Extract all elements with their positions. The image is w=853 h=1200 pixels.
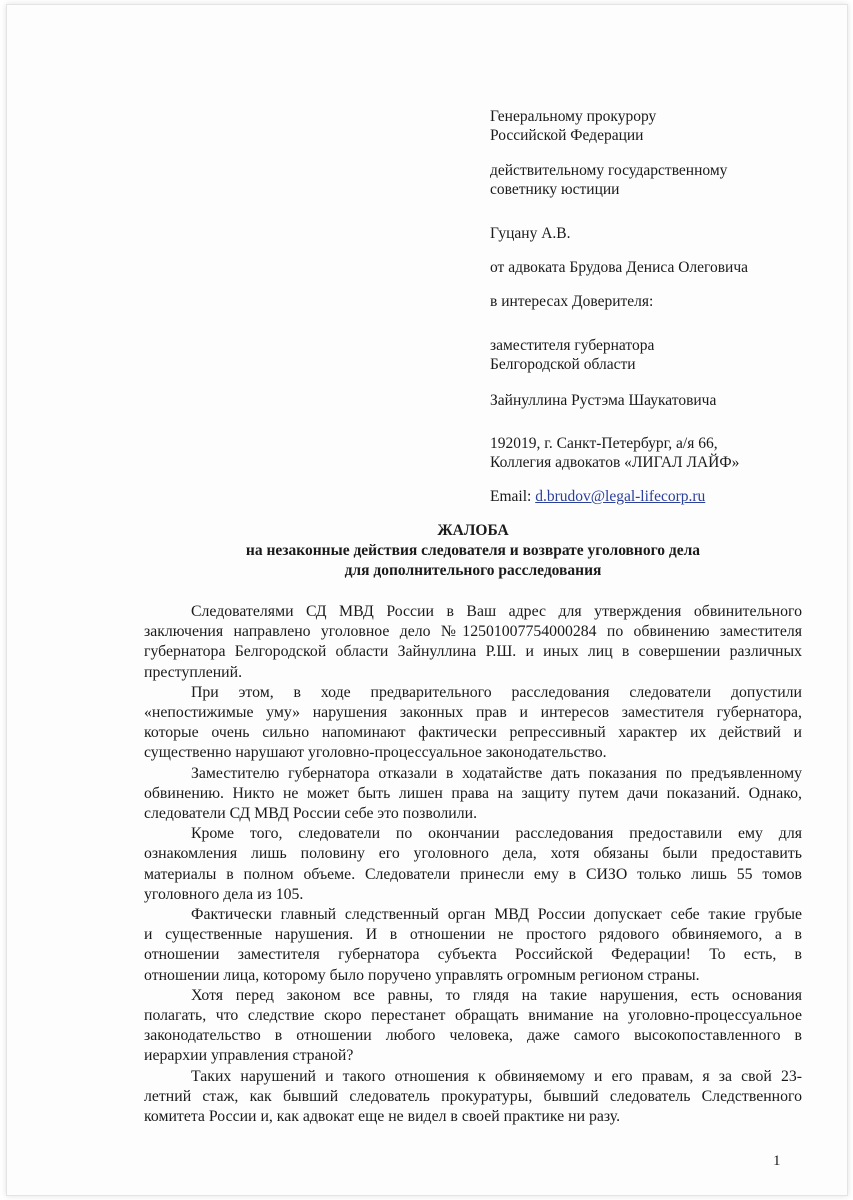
paragraph-line: преступлений.	[144, 663, 243, 681]
paragraph-line: При этом, в ходе предварительного расследования следователи допустили	[191, 683, 802, 701]
paragraph-line: иерархии управления страной?	[144, 1047, 354, 1065]
paragraph-line: материалы в полном объеме. Следователи принесли ему в СИЗО только лишь 55 томов	[144, 865, 802, 883]
paragraph-line: полагать, что следствие скоро перестанет обращать внимание на уголовно-процессуальное	[144, 1007, 802, 1025]
paragraph	[144, 1067, 802, 1128]
title-subtitle: для дополнительного расследования	[344, 562, 602, 579]
paragraph	[144, 905, 802, 986]
paragraph-line: Фактически главный следственный орган МВД России допускает себе такие грубые	[191, 906, 802, 924]
recipient-line: Российской Федерации	[490, 126, 644, 144]
paragraph-line: отношении лица, которому было поручено управлять огромным регионом страны.	[144, 966, 700, 984]
recipient-line: действительному государственному	[490, 162, 728, 179]
recipient-line: советнику юстиции	[490, 180, 620, 198]
paragraph-line: Следователями СД МВД России в Ваш адрес для утверждения обвинительного	[191, 603, 802, 620]
paragraph-line: отношении заместителя губернатора субъекта Российской Федерации! То есть, в	[144, 946, 802, 964]
paragraph	[144, 683, 802, 764]
sender-interest: в интересах Доверителя:	[490, 293, 654, 310]
paragraph-line: существенно нарушают уголовно-процессуальное законодательство.	[144, 744, 607, 762]
page-number: 1	[773, 1153, 781, 1169]
paragraph-line: заключения направлено уголовное дело №12501007754000284 по обвинению заместителя	[144, 623, 802, 641]
title-main: ЖАЛОБА	[437, 522, 509, 539]
paragraph-line: и существенные нарушения. И в отношении не простого рядового обвиняемого, а в	[144, 926, 802, 944]
paragraph-line: «непостижимые уму» нарушения законных прав и интересов заместителя губернатора,	[144, 704, 802, 722]
paragraph-line: Кроме того, следователи по окончании расследования предоставили ему для	[191, 825, 802, 843]
paragraph-line: ознакомления лишь половину его уголовного дела, хотя обязаны были предоставить	[144, 845, 802, 863]
document-page	[6, 4, 848, 1196]
paragraph-line: Хотя перед законом все равны, то глядя на такие нарушения, есть основания	[191, 986, 802, 1004]
paragraph	[144, 602, 802, 683]
paragraph-line: следователи СД МВД России себе это позволили.	[144, 805, 478, 823]
client-line: заместителя губернатора	[490, 337, 655, 354]
email-label: Email:	[490, 488, 532, 505]
sender-from: от адвоката Брудова Дениса Олеговича	[490, 259, 749, 276]
paragraph-line: комитета России и, как адвокат еще не видел в своей практике ни разу.	[144, 1108, 621, 1126]
title-subtitle: на незаконные действия следователя и возврате уголовного дела	[245, 542, 701, 559]
paragraph-line: Таких нарушений и такого отношения к обвиняемому и его правам, я за свой 23-	[191, 1067, 802, 1085]
document-title	[144, 521, 802, 581]
paragraph-line: летний стаж, как бывший следователь прокуратуры, бывший следователь Следственного	[144, 1087, 802, 1105]
recipient-name: Гуцану А.В.	[490, 225, 571, 242]
recipient-line: Генеральному прокурору	[490, 108, 657, 125]
client-name: Зайнуллина Рустэма Шаукатовича	[490, 392, 717, 409]
paragraph-line: законодательство в отношении любого человека, даже самого высокопоставленного в	[144, 1027, 802, 1045]
address-line: Коллегия адвокатов «ЛИГАЛ ЛАЙФ»	[490, 453, 740, 471]
client-position	[490, 337, 654, 374]
paragraph	[144, 824, 802, 905]
paragraph-line: обвинению. Никто не может быть лишен права на защиту путем дачи показаний. Однако,	[144, 784, 802, 802]
sender-email	[490, 488, 705, 507]
recipient-title	[490, 108, 656, 145]
recipient-rank	[490, 162, 727, 199]
paragraph-line: Заместителю губернатора отказали в ходатайстве дать показания по предъявленному	[191, 764, 802, 782]
paragraph-line: губернатора Белгородской области Зайнуллина Р.Ш. и иных лиц в совершении различных	[144, 643, 802, 661]
paragraph-line: которые очень сильно напоминают фактически репрессивный характер их действий и	[144, 724, 802, 742]
email-link[interactable]: d.brudov@legal-lifecorp.ru	[535, 488, 706, 505]
paragraph	[144, 986, 802, 1067]
sender-address	[490, 435, 739, 472]
document-body	[144, 602, 802, 1127]
address-line: 192019, г. Санкт-Петербург, а/я 66,	[490, 435, 718, 452]
client-line: Белгородской области	[490, 355, 636, 373]
paragraph	[144, 764, 802, 825]
paragraph-line: уголовного дела из 105.	[144, 885, 304, 903]
